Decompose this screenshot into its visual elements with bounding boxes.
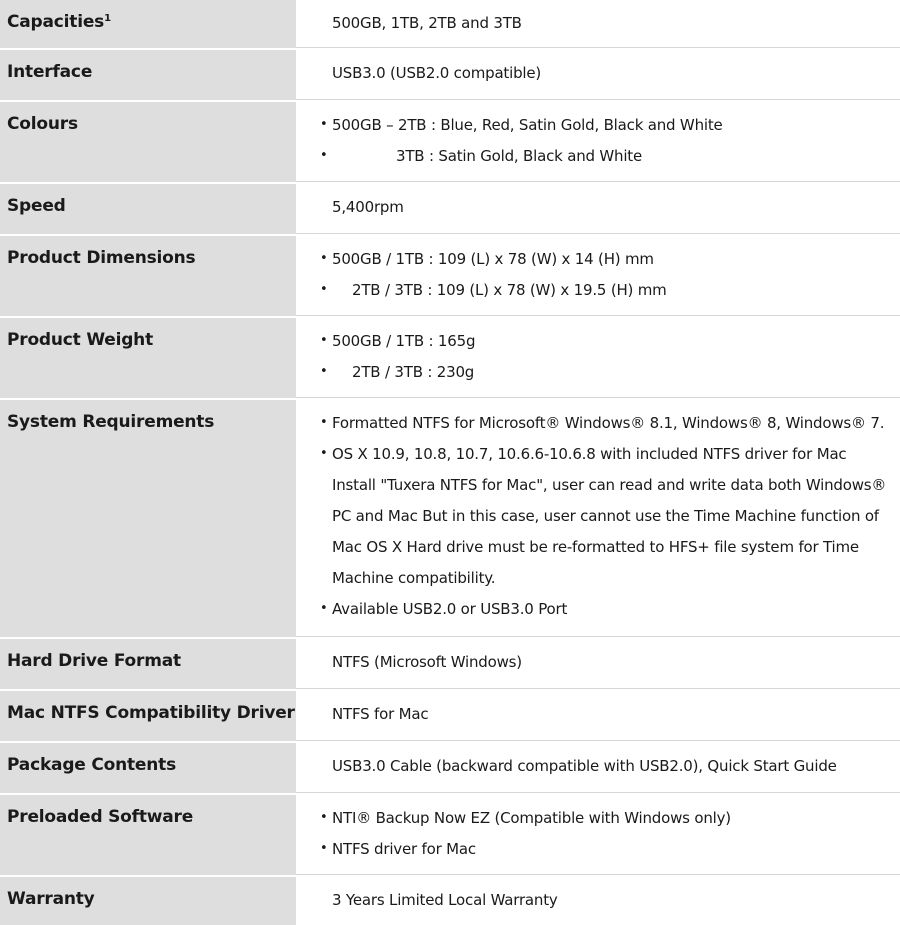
row-value-system-requirements: • Formatted NTFS for Microsoft® Windows® 8.1, Windows® 8, Windows® 7. • OS X 10.9, 10.8, 10.7, 10.6.6-10.6.8 with included NTFS driver for Mac Install "Tuxera NTFS for Mac", user can read and write data both Windows® PC and Mac But in this case, user cannot use the Time Machine function of Mac OS X Hard drive must be re-formatted to HFS+ file system for Time Machine compatibility. • Available USB2.0 or USB3.0 Port xyxy=(296,400,900,637)
row-label-product-weight: Product Weight xyxy=(0,318,296,398)
row-label-interface: Interface xyxy=(0,50,296,100)
row-label-mac-ntfs-driver: Mac NTFS Compatibility Driver xyxy=(0,691,296,741)
row-label-colours: Colours xyxy=(0,102,296,182)
footnote-marker: 1 xyxy=(104,13,111,24)
row-value-hard-drive-format: NTFS (Microsoft Windows) xyxy=(296,639,900,689)
list-item: • 500GB – 2TB : Blue, Red, Satin Gold, Black and White xyxy=(320,116,723,134)
list-item: • NTFS driver for Mac xyxy=(320,840,476,858)
list-item: • 2TB / 3TB : 109 (L) x 78 (W) x 19.5 (H) mm xyxy=(320,281,667,299)
row-value-capacities: 500GB, 1TB, 2TB and 3TB xyxy=(296,0,900,48)
row-label-capacities: Capacities$^1$ xyxy=(0,0,296,48)
list-item: • Formatted NTFS for Microsoft® Windows® 8.1, Windows® 8, Windows® 7. xyxy=(320,414,885,432)
table-row xyxy=(0,318,900,400)
list-item: • 3TB : Satin Gold, Black and White xyxy=(320,147,643,165)
row-value-product-dimensions xyxy=(296,236,900,316)
table-row xyxy=(0,639,900,691)
table-row xyxy=(0,0,900,50)
row-value-warranty: 3 Years Limited Local Warranty xyxy=(296,877,900,925)
table-row xyxy=(0,400,900,639)
table-row xyxy=(0,50,900,102)
row-value-package-contents: USB3.0 Cable (backward compatible with USB2.0), Quick Start Guide xyxy=(296,743,900,793)
row-value-preloaded-software xyxy=(296,795,900,875)
list-item: • 500GB / 1TB : 165g xyxy=(320,332,476,350)
row-label-hard-drive-format: Hard Drive Format xyxy=(0,639,296,689)
list-item: • NTI® Backup Now EZ (Compatible with Windows only) xyxy=(320,809,731,827)
row-value-colours xyxy=(296,102,900,182)
row-value-mac-ntfs-driver: NTFS for Mac xyxy=(296,691,900,741)
table-row xyxy=(0,877,900,925)
table-row xyxy=(0,691,900,743)
list-item: • OS X 10.9, 10.8, 10.7, 10.6.6-10.6.8 with included NTFS driver for Mac xyxy=(320,445,847,463)
table-row xyxy=(0,102,900,184)
list-item: • Available USB2.0 or USB3.0 Port xyxy=(320,600,568,618)
table-row xyxy=(0,236,900,318)
table-row xyxy=(0,184,900,236)
row-label-product-dimensions: Product Dimensions xyxy=(0,236,296,316)
row-value-speed: 5,400rpm xyxy=(296,184,900,234)
list-item: • 500GB / 1TB : 109 (L) x 78 (W) x 14 (H) mm xyxy=(320,250,654,268)
table-row xyxy=(0,795,900,877)
row-value-product-weight xyxy=(296,318,900,398)
row-label-warranty: Warranty xyxy=(0,877,296,925)
row-label-speed: Speed xyxy=(0,184,296,234)
table-row xyxy=(0,743,900,795)
row-label-preloaded-software: Preloaded Software xyxy=(0,795,296,875)
row-label-system-requirements: System Requirements xyxy=(0,400,296,637)
list-item: • 2TB / 3TB : 230g xyxy=(320,363,475,381)
row-label-package-contents: Package Contents xyxy=(0,743,296,793)
row-value-interface: USB3.0 (USB2.0 compatible) xyxy=(296,50,900,100)
